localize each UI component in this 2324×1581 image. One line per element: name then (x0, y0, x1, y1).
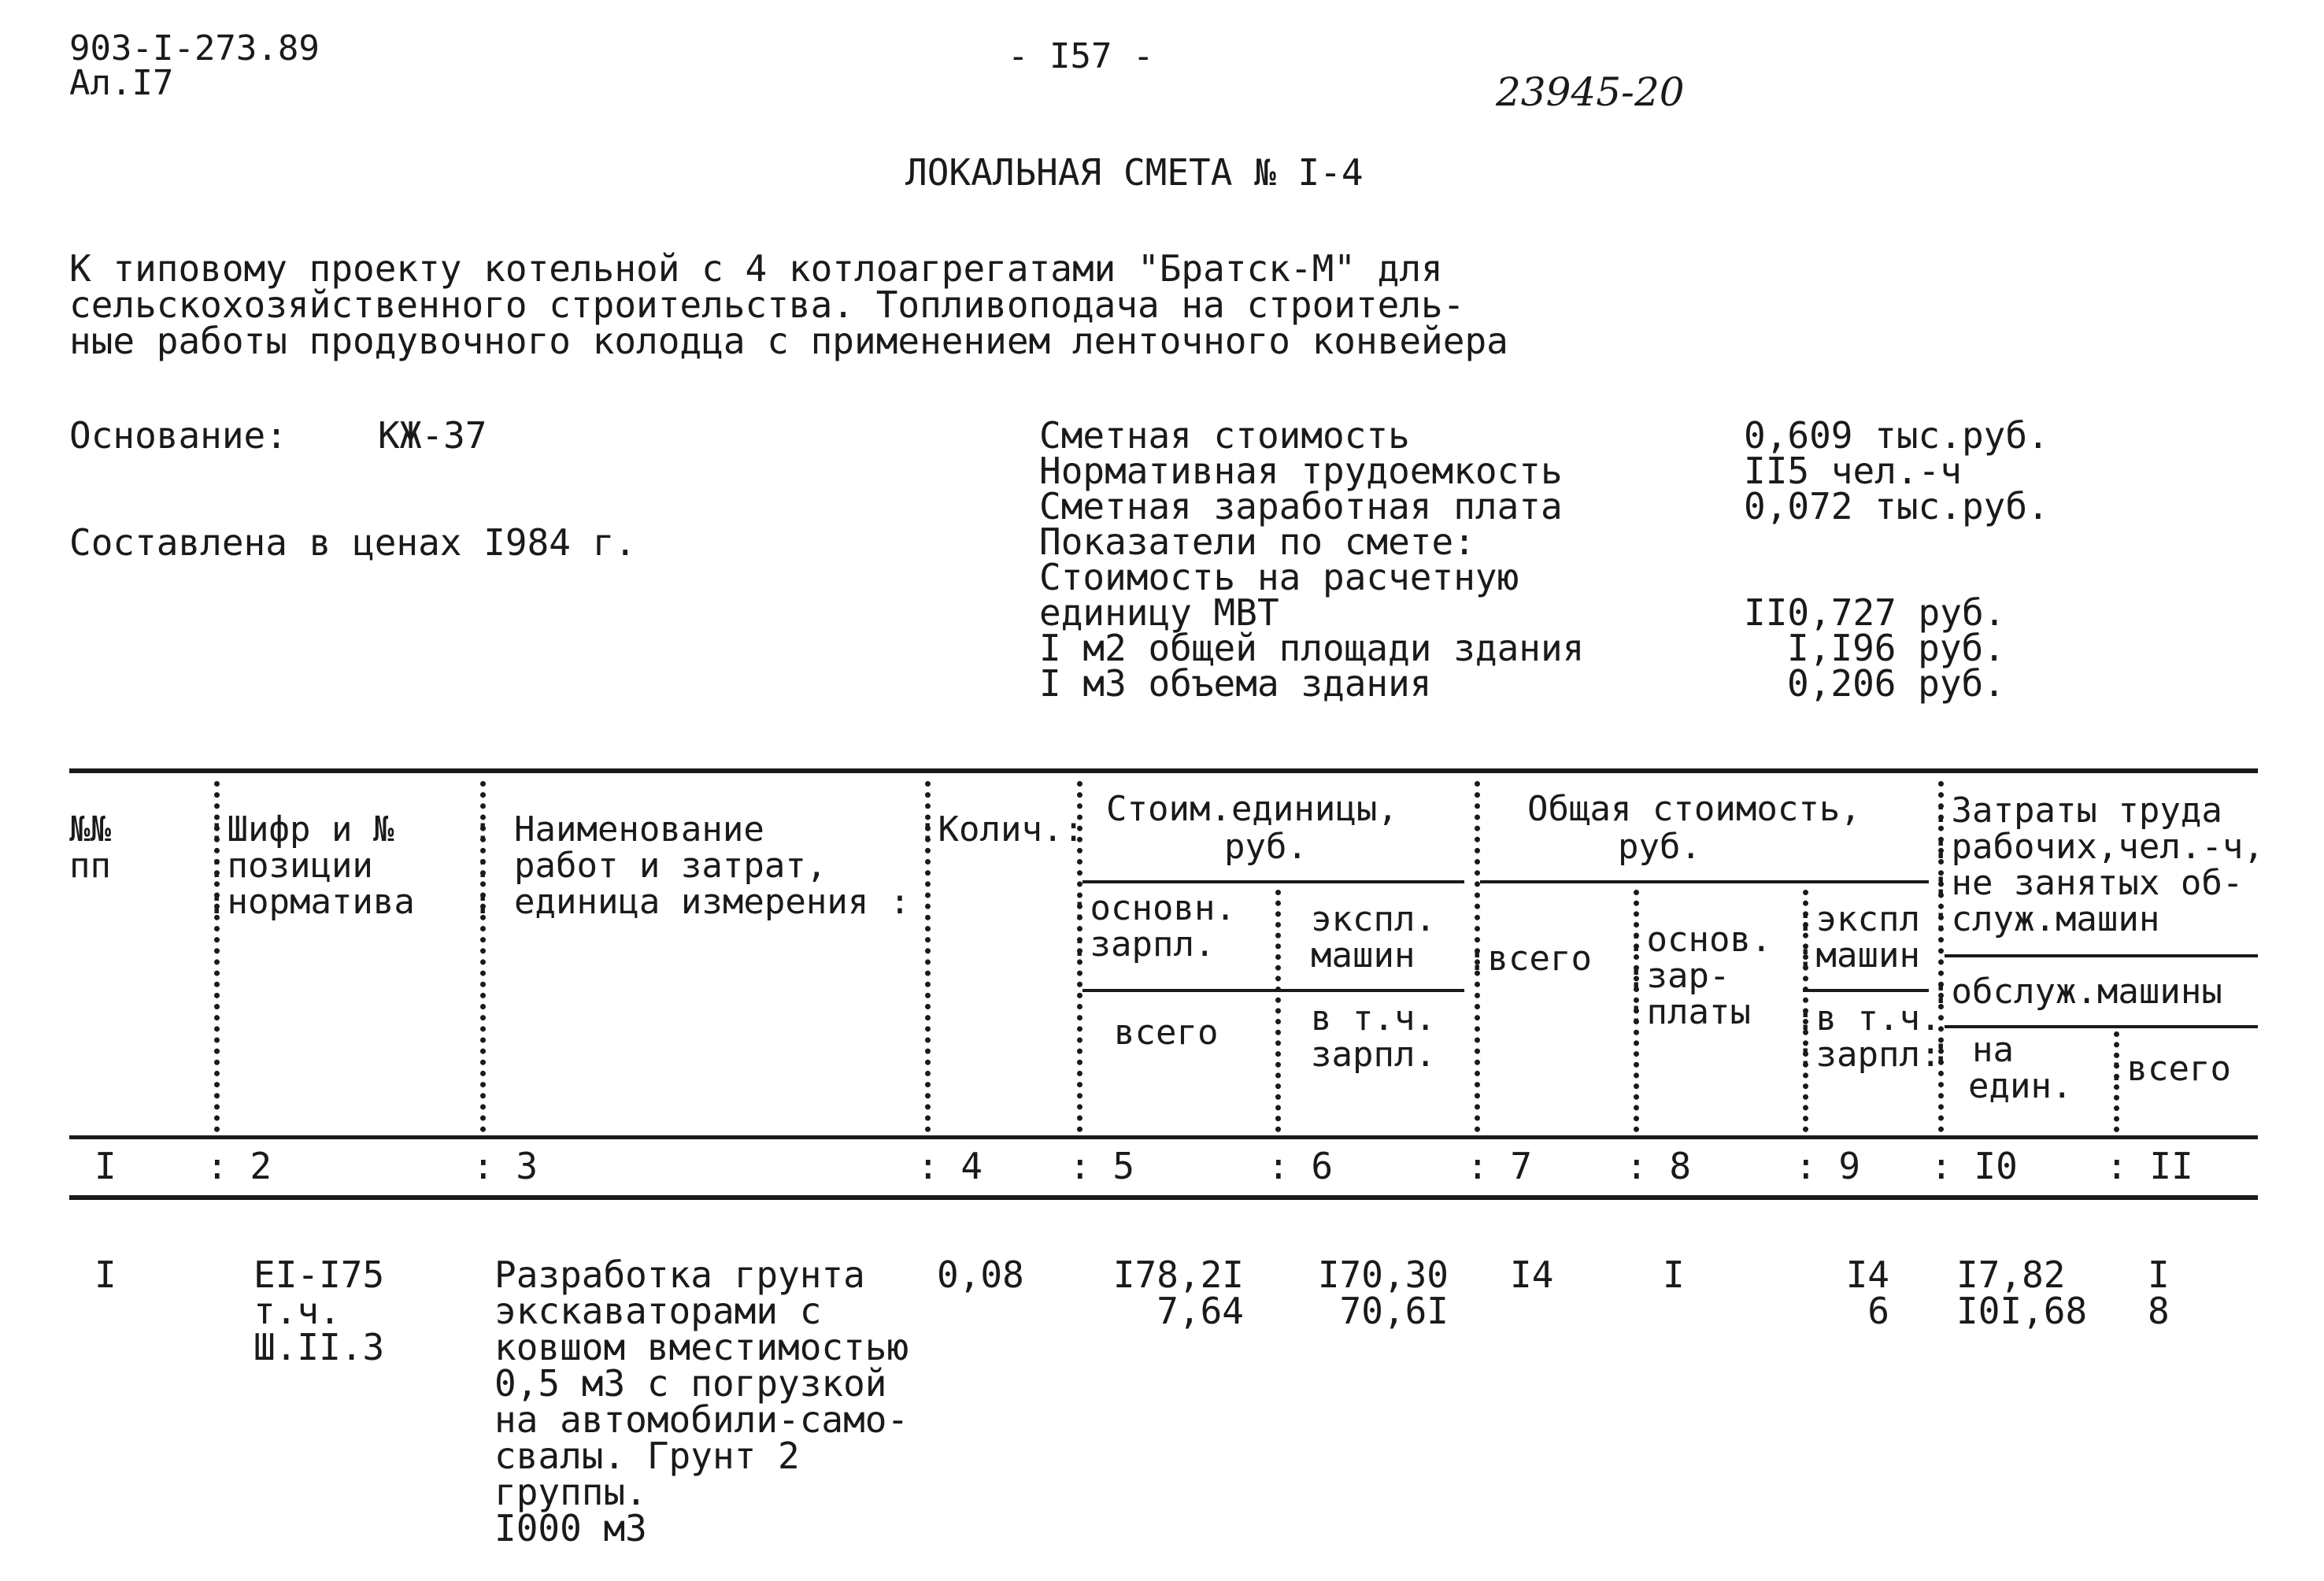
header-total-machines-2: :машин (1795, 935, 1920, 976)
page-number: - I57 - (1008, 36, 1154, 76)
header-labor-total: :всего (2106, 1049, 2231, 1089)
header-total-incl-wage-1: :в т.ч. (1795, 998, 1941, 1039)
summary-value-m3: 0,206 руб. (1787, 662, 2005, 705)
header-labor-4: :служ.машин (1930, 899, 2160, 939)
basis-value: КЖ-37 (378, 414, 487, 457)
header-labor-1: :Затраты труда (1930, 790, 2222, 831)
colnum-7: : 7 (1467, 1145, 1533, 1187)
row-name-3: ковшом вместимостью (494, 1326, 909, 1368)
header-code-1: :Шифр и № (206, 809, 394, 850)
header-total-machines-1: :экспл (1795, 899, 1920, 939)
row-labor-unit-2: I0I,68 (1956, 1290, 2088, 1332)
header-labor-per-unit-2: един. (1968, 1066, 2073, 1106)
header-num-1: №№ (69, 809, 111, 850)
row-unit-machines-2: 70,6I (1339, 1290, 1449, 1332)
row-name-1: Разработка грунта (494, 1253, 865, 1296)
summary-label-labor: Нормативная трудоемкость (1039, 450, 1563, 492)
row-name-4: 0,5 м3 с погрузкой (494, 1362, 887, 1405)
header-total-incl-wage-2: :зарпл: (1795, 1035, 1941, 1075)
colnum-5: : 5 (1069, 1145, 1135, 1187)
summary-label-m2: I м2 общей площади здания (1039, 627, 1585, 669)
document-code: 903-I-273.89 (69, 28, 320, 68)
header-unit-total: всего (1114, 1013, 1219, 1053)
colnum-4: : 4 (917, 1145, 983, 1187)
row-unit-wage-1: I78,2I (1112, 1253, 1244, 1296)
summary-label-wages: Сметная заработная плата (1039, 485, 1563, 528)
summary-label-m3: I м3 объема здания (1039, 662, 1432, 705)
description-line-1: К типовому проекту котельной с 4 котлоагрегатами "Братск-М" для (69, 247, 1443, 290)
header-name-3: : единица измерения : (472, 882, 911, 922)
column-numbers-rule (69, 1195, 2258, 1200)
header-qty: :Колич.: (917, 809, 1084, 850)
header-code-2: :позиции (206, 846, 373, 886)
table-top-rule (69, 768, 2258, 773)
row-labor-total-1: I (2148, 1253, 2170, 1296)
header-total-wage-2: :зар- (1626, 956, 1730, 996)
prices-note: Составлена в ценах I984 г. (69, 521, 637, 564)
summary-label-cost: Сметная стоимость (1039, 414, 1410, 457)
row-code-1: EI-I75 (253, 1253, 385, 1296)
page-title: ЛОКАЛЬНАЯ СМЕТА № I-4 (905, 151, 1364, 194)
row-name-5: на автомобили-само- (494, 1398, 909, 1441)
header-labor-2: :рабочих,чел.-ч, (1930, 827, 2264, 867)
summary-label-per-unit: Стоимость на расчетную (1039, 556, 1519, 598)
description-line-3: ные работы продувочного колодца с применением ленточного конвейера (69, 320, 1508, 362)
row-labor-unit-1: I7,82 (1956, 1253, 2066, 1296)
row-name-2: экскаваторами с (494, 1290, 822, 1332)
row-labor-total-2: 8 (2148, 1290, 2170, 1332)
unit-cost-subrule-2 (1082, 989, 1464, 992)
header-unit-machines-1: экспл. (1311, 899, 1436, 939)
total-cost-subrule-2 (1803, 989, 1929, 992)
header-unit-wage-1: :основн. (1069, 888, 1236, 928)
header-unit-incl-wage-1: в т.ч. (1311, 998, 1436, 1039)
header-unit-wage-2: :зарпл. (1069, 924, 1216, 965)
row-total-machines-2: 6 (1867, 1290, 1889, 1332)
colnum-9: : 9 (1795, 1145, 1861, 1187)
row-total-machines-1: I4 (1845, 1253, 1889, 1296)
colnum-10: : I0 (1930, 1145, 2018, 1187)
row-number: I (94, 1253, 117, 1296)
labor-subrule-1 (1945, 954, 2258, 957)
row-name-7: группы. (494, 1471, 647, 1513)
description-line-2: сельскохозяйственного строительства. Топливоподача на строитель- (69, 283, 1465, 326)
colnum-2: : 2 (206, 1145, 272, 1187)
header-name-2: : работ и затрат, (472, 846, 827, 886)
unit-cost-subrule-1 (1082, 880, 1464, 883)
summary-value-m2: I,I96 руб. (1787, 627, 2005, 669)
colnum-6: : 6 (1267, 1145, 1334, 1187)
header-total-wage-1: :основ. (1626, 920, 1772, 960)
row-code-3: Ш.II.3 (253, 1326, 385, 1368)
header-name-1: : Наименование (472, 809, 764, 850)
colnum-1: I (94, 1145, 117, 1187)
total-cost-subrule-1 (1480, 880, 1929, 883)
header-total-all: :всего (1467, 939, 1592, 979)
header-unit-machines-2: машин (1311, 935, 1415, 976)
header-total-wage-3: :платы (1626, 992, 1751, 1032)
row-unit-wage-2: 7,64 (1156, 1290, 1244, 1332)
summary-value-labor: II5 чел.-ч (1744, 450, 1962, 492)
header-unit-incl-wage-2: зарпл. (1311, 1035, 1436, 1075)
header-code-3: :норматива (206, 882, 415, 922)
row-total-wage: I (1663, 1253, 1685, 1296)
header-bottom-rule (69, 1135, 2258, 1139)
basis-label: Основание: (69, 414, 287, 457)
summary-label-mwt: единицу МВТ (1039, 591, 1279, 634)
row-unit-machines-1: I70,30 (1317, 1253, 1449, 1296)
col-sep-5 (1275, 890, 1281, 1132)
colnum-11: : II (2106, 1145, 2193, 1187)
header-total-cost-1: Общая стоимость, (1527, 789, 1861, 829)
header-unit-cost-1: Стоим.единицы, (1106, 789, 1398, 829)
summary-value-mwt: II0,727 руб. (1744, 591, 2006, 634)
sheet-number: Ал.I7 (69, 63, 174, 103)
header-num-2: пп (69, 846, 111, 886)
summary-value-wages: 0,072 тыс.руб. (1744, 485, 2049, 528)
header-labor-per-unit-1: : на (1930, 1030, 2014, 1070)
colnum-3: : 3 (472, 1145, 538, 1187)
header-total-cost-2: руб. (1618, 827, 1701, 867)
labor-subrule-2 (1945, 1025, 2258, 1028)
row-total: I4 (1510, 1253, 1554, 1296)
summary-value-cost: 0,609 тыс.руб. (1744, 414, 2049, 457)
row-name-8: I000 м3 (494, 1507, 647, 1550)
row-name-6: свалы. Грунт 2 (494, 1435, 800, 1477)
handwritten-stamp: 23945-20 (1496, 69, 1685, 115)
row-code-2: т.ч. (253, 1290, 341, 1332)
header-unit-cost-2: руб. (1224, 827, 1308, 867)
row-qty: 0,08 (937, 1253, 1024, 1296)
header-labor-3: :не занятых об- (1930, 863, 2244, 903)
header-labor-service: :обслуж.машины (1930, 972, 2222, 1012)
colnum-8: : 8 (1626, 1145, 1692, 1187)
summary-label-indicators: Показатели по смете: (1039, 520, 1475, 563)
